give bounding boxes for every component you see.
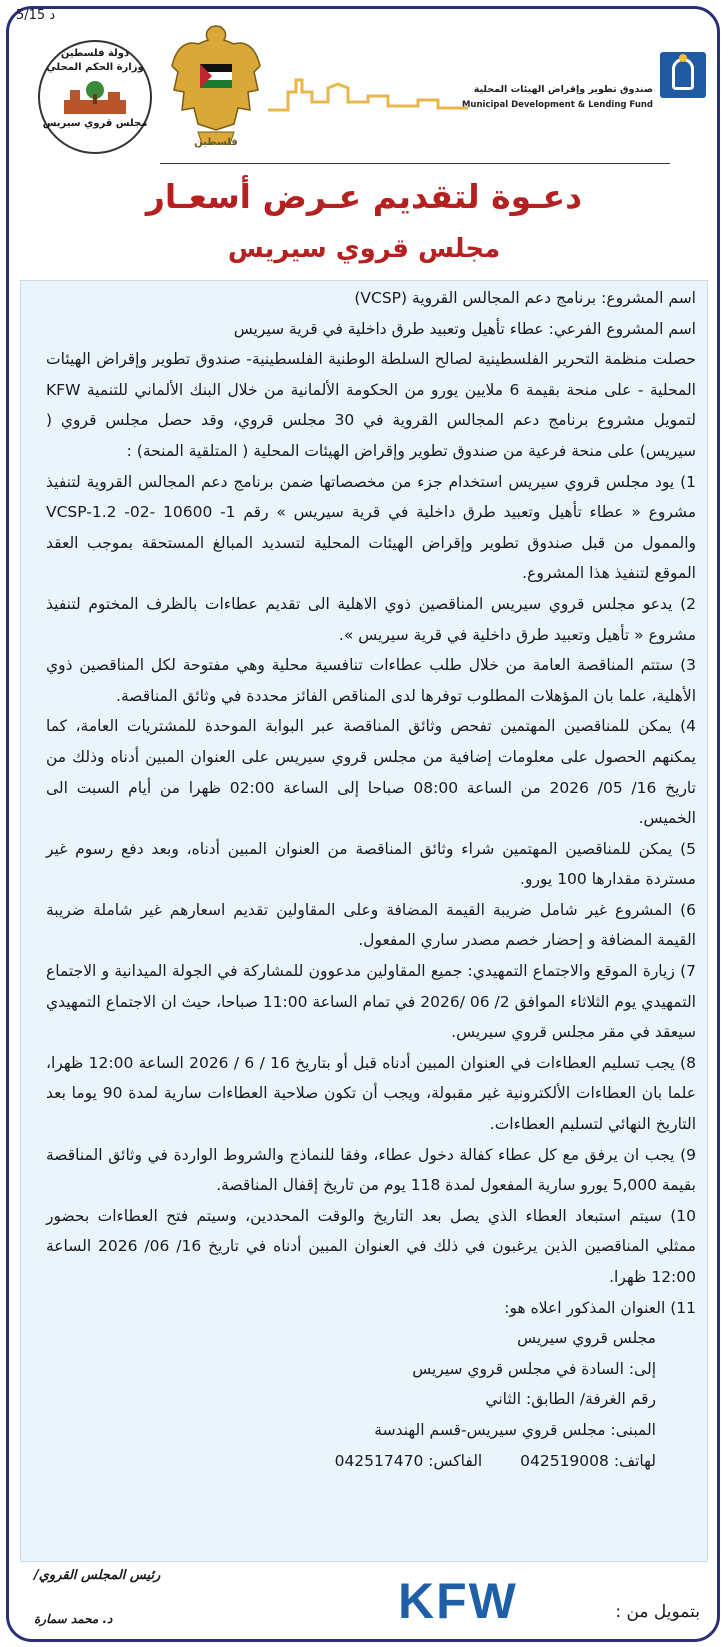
seal-line-state: دولة فلسطين [60, 48, 130, 59]
fax-number: 042517470 [334, 1451, 424, 1470]
seal-line-ministry: وزارة الحكم المحلي [46, 62, 144, 73]
address-line-4: المبنى: مجلس قروي سيريس-قسم الهندسة [374, 1420, 656, 1439]
clause-3: 3) ستتم المناقصة العامة من خلال طلب عطاءات تنافسية محلية وهي مفتوحة لكل المناقصين ذوي الأهلية، علما بان المؤهلات المطلوب توفرها لدى المناقص الفائز محددة في وثائق المناقصة. [46, 656, 696, 705]
clause-11: 11) العنوان المذكور اعلاه هو: [504, 1298, 696, 1317]
hand-shape [672, 58, 694, 90]
clause-2: 2) يدعو مجلس قروي سيريس المناقصين ذوي الاهلية الى تقديم عطاءات بالظرف المختوم لتنفيذ مشروع « تأهيل وتعبيد طرق داخلية في قرية سيريس ». [46, 594, 696, 644]
mdlf-hand-logo-icon [660, 52, 706, 98]
address-line-3: رقم الغرفة/ الطابق: الثاني [485, 1390, 656, 1409]
kfw-logo: KFW [398, 1573, 518, 1629]
address-line-1: مجلس قروي سيريس [517, 1329, 656, 1348]
signature-name: د. محمد سمارة [34, 1612, 113, 1626]
address-line-2: إلى: السادة في مجلس قروي سيريس [412, 1359, 656, 1378]
seal-line-council: مجلس قروي سيريس [42, 118, 148, 129]
phone-number: 042519008 [520, 1451, 609, 1470]
clause-8: 8) يجب تسليم العطاءات في العنوان المبين أدناه قبل أو بتاريخ 16 / 6 / 2026 الساعة 12:00 ظهرا، علما بان العطاءات الألكترونية غير مقبولة، ويجب أن تكون صلاحية العطاءات سارية لمدة 90 يوما بعد التاريخ النهائي لتسليم العطاءات. [46, 1053, 696, 1134]
project-name: اسم المشروع: برنامج دعم المجالس القروية (VCSP) [354, 289, 696, 307]
fax-label: الفاكس: [428, 1451, 483, 1470]
page-title: دعـوة لتقديم عـرض أسعـار [145, 177, 583, 216]
signature-title: رئيس المجلس القروي/ [34, 1568, 161, 1583]
phone-label: لهاتف: [613, 1451, 656, 1470]
clause-4: 4) يمكن للمناقصين المهتمين تفحص وثائق المناقصة عبر البوابة الموحدة للمشتريات العامة، كما يمكنهم الحصول على معلومات إضافية من مجلس قروي سيريس على العنوان المبين أدناه وذلك من تاريخ 16/ 05/ 2026 من الساعة 08:00 صباحا إلى الساعة 02:00 ظهرا من أيام السبت الى الخميس. [46, 717, 696, 828]
city-skyline-graphic [268, 62, 468, 132]
mdlf-name-en: Municipal Development & Lending Fund [461, 100, 653, 110]
seal-village-icon [60, 78, 130, 118]
clause-6: 6) المشروع غير شامل ضريبة القيمة المضافة وعلى المقاولين تقديم اسعارهم غير شاملة ضريبة القيمة المضافة و إحضار خصم مصدر ساري المفعول. [46, 900, 696, 950]
clause-10: 10) سيتم استبعاد العطاء الذي يصل بعد التاريخ والوقت المحددين، وسيتم فتح العطاءات بحضور ممثلي المناقصين الذين يرغبون في ذلك في العنوان المبين أدناه في تاريخ 16/ 06/ 2026 الساعة 12:00 ظهرا. [46, 1206, 696, 1286]
subproject-name: اسم المشروع الفرعي: عطاء تأهيل وتعبيد طرق داخلية في قرية سيريس [233, 319, 696, 338]
clause-5: 5) يمكن للمناقصين المهتمين شراء وثائق المناقصة من العنوان المبين أدناه، وبعد دفع رسوم غير مستردة مقدارها 100 يورو. [46, 839, 696, 889]
clause-1: 1) يود مجلس قروي سيريس استخدام جزء من مخصصاتها ضمن برنامج دعم المجالس القروية لتنفيذ مشروع « عطاء تأهيل وتعبيد طرق داخلية في قرية سيريس » رقم VCSP-1.2 -02- 10600 -1 والممول من قبل صندوق تطوير وإقراض الهيئات المحلية لتسديد المبالغ المستحقة بموجب العقد الموقع لتنفيذ هذا المشروع. [46, 472, 697, 583]
palestine-eagle-emblem-icon [168, 20, 264, 156]
hand-dot [679, 54, 687, 62]
mdlf-name-ar: صندوق تطوير وإقراض الهيئات المحلية [473, 84, 653, 95]
intro-paragraph: حصلت منظمة التحرير الفلسطينية لصالح السلطة الوطنية الفلسطينية- صندوق تطوير وإقراض الهيئات المحلية - على منحة بقيمة 6 ملايين يورو من الحكومة الألمانية من خلال البنك الألماني للتنمية KFW لتمويل مشروع برنامج دعم المجالس القروية في 30 مجلس قروي، وقد حصل مجلس قروي ( سيريس) على منحة فرعية من صندوق تطوير وإقراض الهيئات المحلية ( المتلقية المنحة) : [46, 350, 696, 460]
tender-text [46, 283, 696, 1476]
emblem-label: فلسطين [194, 137, 238, 148]
page-subtitle: مجلس قروي سيريس [227, 234, 501, 264]
header-divider [160, 163, 670, 164]
contact-line [46, 1446, 696, 1477]
funding-label: بتمويل من : [615, 1602, 700, 1622]
clause-9: 9) يجب ان يرفق مع كل عطاء كفالة دخول عطاء، وفقا للنماذج والشروط الواردة في وثائق المناقصة بقيمة 5,000 يورو سارية المفعول لمدة 118 يوم من تاريخ إقفال المناقصة. [46, 1145, 696, 1195]
clause-7: 7) زيارة الموقع والاجتماع التمهيدي: جميع المقاولين مدعوون للمشاركة في الجولة الميدانية و الاجتماع التمهيدي يوم الثلاثاء الموافق 2/ 06 /2026 في تمام الساعة 11:00 صباحا، حيث ان الاجتماع التمهيدي سيعقد في مقر مجلس قروي سيريس. [46, 962, 696, 1042]
page-number: 5/15 د [16, 8, 56, 23]
